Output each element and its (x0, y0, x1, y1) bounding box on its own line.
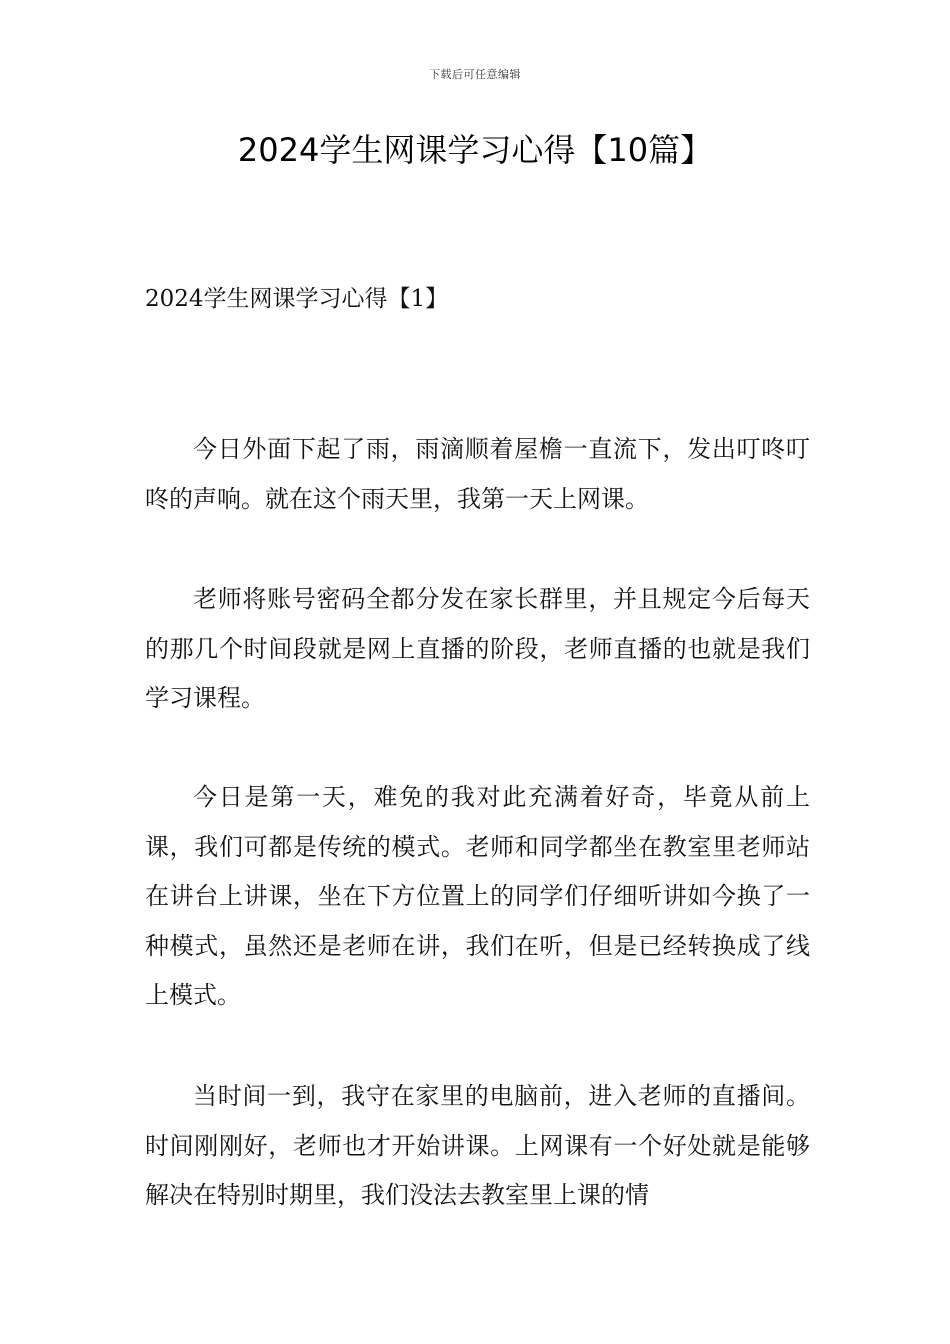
paragraph-1: 今日外面下起了雨，雨滴顺着屋檐一直流下，发出叮咚叮咚的声响。就在这个雨天里，我第一天上网课。 (145, 435, 810, 513)
paragraph-2: 老师将账号密码全都分发在家长群里，并且规定今后每天的那几个时间段就是网上直播的阶段，老师直播的也就是我们学习课程。 (145, 585, 810, 712)
header-note: 下载后可任意编辑 (429, 68, 521, 81)
paragraph-4: 当时间一到，我守在家里的电脑前，进入老师的直播间。时间刚刚好，老师也才开始讲课。上网课有一个好处就是能够解决在特别时期里，我们没法去教室里上课的情 (145, 1082, 810, 1209)
paragraph-3: 今日是第一天，难免的我对此充满着好奇，毕竟从前上课，我们可都是传统的模式。老师和同学都坐在教室里老师站在讲台上讲课，坐在下方位置上的同学们仔细听讲如今换了一种模式，虽然还是老师在讲，我们在听，但是已经转换成了线上模式。 (145, 783, 810, 1009)
document-title: 2024学生网课学习心得【10篇】 (237, 131, 713, 169)
section-heading: 2024学生网课学习心得【1】 (145, 286, 449, 312)
